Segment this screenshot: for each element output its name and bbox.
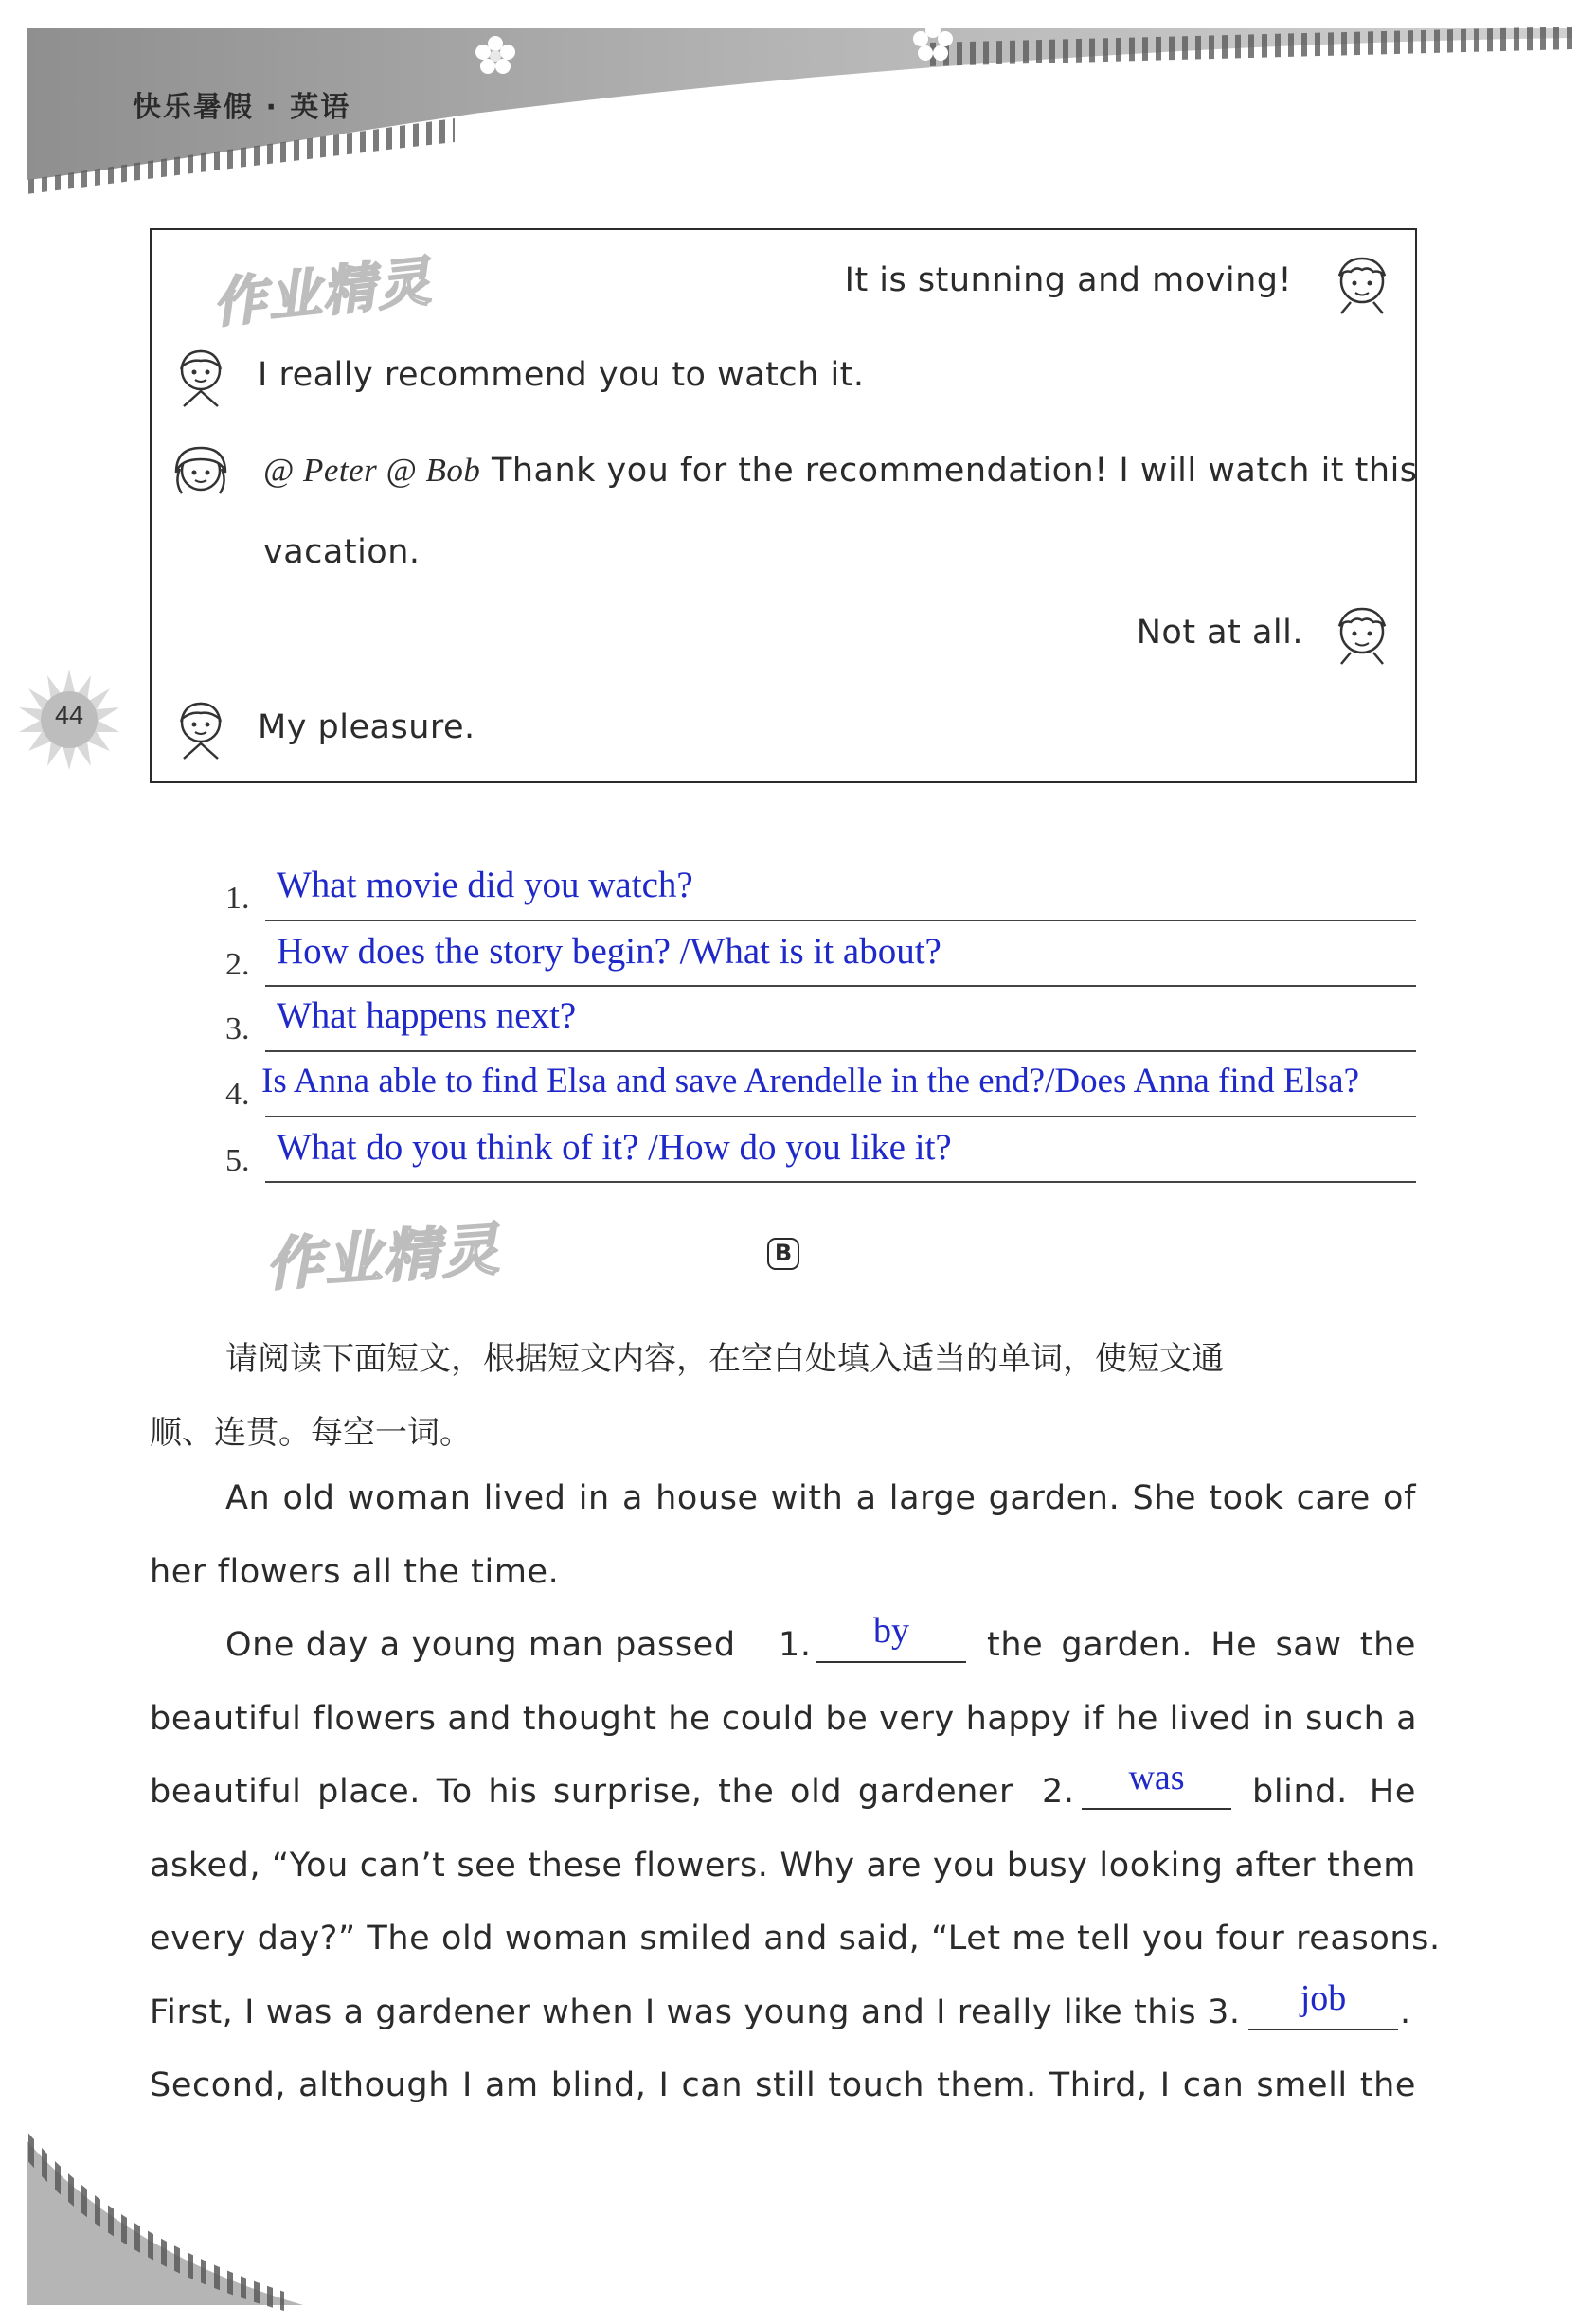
question-number: 5. (225, 1143, 250, 1178)
blank-3: job (1248, 1977, 1398, 2030)
chat-message-3-continuation: vacation. (263, 533, 421, 571)
chat-box (150, 228, 1417, 783)
boy-curly-avatar-icon (1324, 243, 1400, 319)
question-number: 2. (225, 947, 250, 982)
passage-line-7: every day?” The old woman smiled and said, “Let me tell you four reasons. (150, 1920, 1441, 1958)
answer-line (265, 1181, 1416, 1183)
answer-line (265, 985, 1416, 987)
book-title: 快乐暑假 · 英语 (133, 91, 351, 124)
passage-line-4: beautiful flowers and thought he could be very happy if he lived in such a (150, 1700, 1418, 1738)
answer-line (265, 1116, 1416, 1117)
answer-3: What happens next? (277, 995, 577, 1036)
question-number: 4. (225, 1077, 250, 1112)
passage-line-8b: . (1400, 1993, 1411, 2031)
passage-line-2: her flowers all the time. (150, 1553, 560, 1591)
instruction-line-1: 请阅读下面短文，根据短文内容，在空白处填入适当的单词，使短文通 (225, 1340, 1224, 1378)
answer-line (265, 920, 1416, 921)
blank-1: by (816, 1610, 966, 1663)
passage-line-3b: the garden. He saw the (987, 1626, 1416, 1664)
passage-line-6: asked, “You can’t see these flowers. Why are you busy looking after them (150, 1847, 1416, 1885)
blank-number-1: 1. (779, 1626, 812, 1664)
chat-message-4: Not at all. (1136, 614, 1303, 652)
answer-4: Is Anna able to find Elsa and save Arendelle in the end?/Does Anna find Elsa? (261, 1062, 1359, 1100)
answer-line (265, 1050, 1416, 1052)
answer-2: How does the story begin? /What is it about? (277, 931, 941, 972)
boy-avatar-icon (163, 336, 239, 412)
passage-line-1: An old woman lived in a house with a large garden. She took care of (225, 1479, 1416, 1517)
question-number: 1. (225, 881, 250, 916)
boy-curly-avatar-icon (1324, 594, 1400, 670)
section-b-label: B (767, 1238, 799, 1270)
instruction-line-2: 顺、连贯。每空一词。 (150, 1414, 472, 1452)
passage-line-3a: One day a young man passed (225, 1626, 736, 1664)
passage-line-9: Second, although I am blind, I can still touch them. Third, I can smell the (150, 2066, 1416, 2104)
blank-number-2: 2. (1042, 1773, 1075, 1811)
boy-avatar-icon (163, 688, 239, 764)
blank-2: was (1082, 1757, 1231, 1810)
chat-message-5: My pleasure. (258, 708, 475, 746)
page-number: 44 (54, 701, 84, 729)
passage-line-8a: First, I was a gardener when I was young and I really like this (150, 1993, 1197, 2031)
passage-line-5b: blind. He (1252, 1773, 1416, 1811)
answer-5: What do you think of it? /How do you like it? (277, 1127, 952, 1168)
blank-number-3: 3. (1208, 1993, 1241, 2031)
chat-message-3: @ Peter @ Bob Thank you for the recommendation! I will watch it this (263, 452, 1418, 490)
footer-decoration (0, 2112, 322, 2324)
chat-message-1: It is stunning and moving! (844, 261, 1292, 299)
watermark: 作业精灵 (263, 1216, 503, 1299)
chat-message-2: I really recommend you to watch it. (258, 356, 865, 394)
answer-1: What movie did you watch? (277, 865, 693, 905)
passage-line-5a: beautiful place. To his surprise, the old gardener (150, 1773, 1013, 1811)
watermark: 作业精灵 (209, 251, 436, 335)
question-number: 3. (225, 1011, 250, 1046)
girl-avatar-icon (163, 435, 239, 510)
